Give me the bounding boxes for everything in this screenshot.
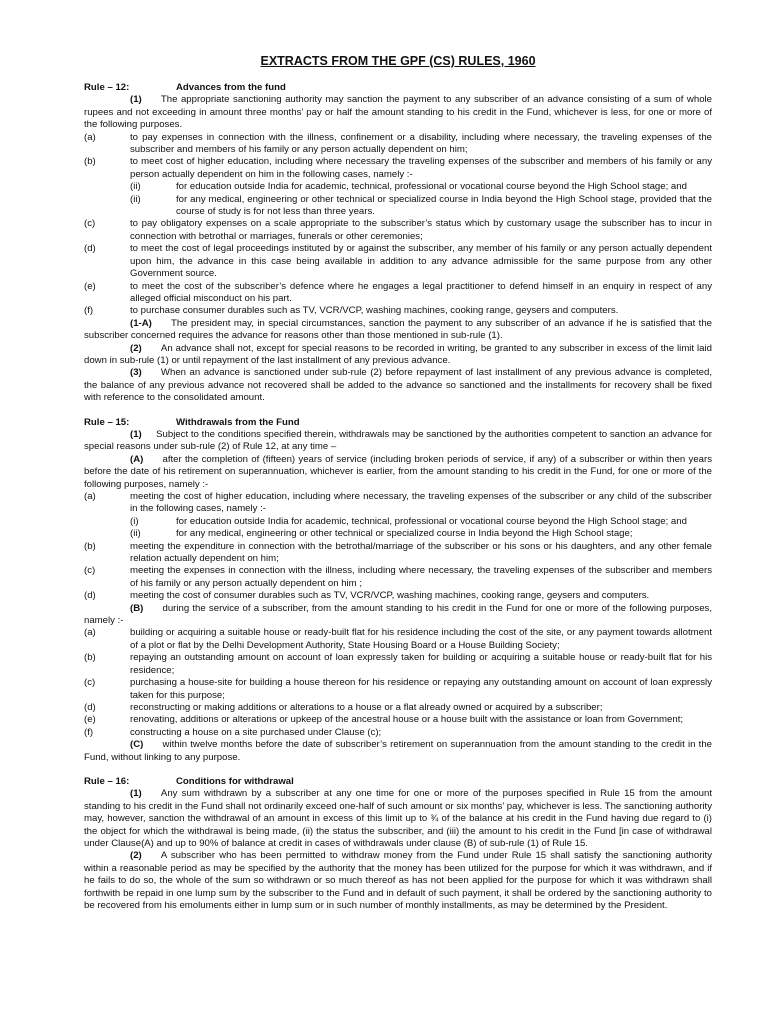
rule-heading: Conditions for withdrawal [176, 775, 294, 787]
clause-label: (f) [84, 726, 94, 738]
rule-15-part-A [84, 454, 712, 491]
sub-clause [84, 516, 712, 528]
clause-a [84, 491, 712, 516]
sub-clause-label: (ii) [130, 181, 141, 193]
clause-text: meeting the cost of consumer durables such as TV, VCR/VCP, washing machines, cooking range, geysers and computers. [130, 590, 650, 602]
clause-label: (d) [84, 590, 96, 602]
sub-rule-text: When an advance is sanctioned under sub-rule (2) before repayment of last installment of any previous advance is completed, the balance of any previous advance not recovered shall be added to the advance so sanctioned and the installments for recovery shall be fixed with reference to the consolidated amount. [84, 367, 712, 404]
rule-12-heading-row [84, 82, 712, 94]
sub-rule-label: (2) [130, 850, 142, 862]
rule-heading: Withdrawals from the Fund [176, 416, 300, 428]
sub-clause-label: (ii) [130, 528, 141, 540]
clause-label: (c) [84, 565, 96, 577]
clause-e [84, 714, 712, 726]
rule-15-part-B [84, 603, 712, 628]
sub-rule-text: Any sum withdrawn by a subscriber at any one time for one or more of the purposes specified in Rule 15 from the amount standing to his credit in the Fund shall not ordinarily exceed one-half of such amount or six months’ pay, whichever is less. The sanctioning authority may, however, sanction the withdrawal of an amount in excess of this limit up to ¾ of the balance at his credit in the Fund having due regard to (i) the object for which the withdrawal is being made, (ii) the status the subscriber, and (iii) the amount to his credit in the Fund [in case of withdrawal under Clause(A) and up to 90% of balance at credit in cases of withdrawals under clause (B) of sub-rule (1) of Rule 15. [84, 788, 712, 849]
clause-e [84, 281, 712, 306]
rule-number: Rule – 12: [84, 82, 130, 93]
document-title: EXTRACTS FROM THE GPF (CS) RULES, 1960 [260, 54, 536, 68]
clause-d [84, 243, 712, 280]
sub-rule-label: (2) [130, 342, 142, 354]
clause-a [84, 627, 712, 652]
clause-text: to pay expenses in connection with the illness, confinement or a disability, including where necessary, the traveling expenses of the subscriber and members of his family or any person actually dependent on him; [130, 131, 712, 156]
sub-clause [84, 194, 712, 219]
sub-clause-text: for any medical, engineering or other technical or specialized course in India beyond the High School stage; [176, 528, 633, 540]
rule-15-sub-rule-1 [84, 429, 712, 454]
clause-label: (b) [84, 652, 96, 664]
clause-label: (a) [84, 491, 96, 502]
rule-15-section [84, 417, 712, 764]
clause-label: (e) [84, 280, 96, 292]
part-text: after the completion of (fifteen) years of service (including broken periods of service, if any) of a subscriber or within then years before the date of his retirement on superannuation, whichever is earlier, from the amount standing to his credit in the Fund, for one or more of the following purposes, namely :- [84, 453, 712, 490]
clause-text: to meet the cost of the subscriber’s defence where he engages a legal practitioner to defend himself in an enquiry in respect of any alleged official misconduct on his part. [130, 280, 712, 304]
part-label: (A) [130, 453, 144, 465]
clause-d [84, 702, 712, 714]
rule-16-sub-rule-1 [84, 788, 712, 850]
rule-12-sub-rule-1 [84, 94, 712, 131]
sub-rule-label: (1) [130, 428, 142, 440]
clause-f [84, 305, 712, 317]
clause-label: (c) [84, 218, 96, 230]
sub-rule-text: An advance shall not, except for special reasons to be recorded in writing, be granted to any subscriber in excess of the limit laid down in sub-rule (1) or until repayment of the last installment of any previous advance. [84, 342, 712, 366]
sub-clause-label: (ii) [130, 193, 141, 205]
sub-clause [84, 528, 712, 540]
clause-label: (d) [84, 701, 96, 713]
clause-text: meeting the expenses in connection with the illness, including where necessary, the traveling expenses of the subscriber and members of his family or any person actually dependent on him ; [130, 565, 712, 589]
sub-rule-text: The appropriate sanctioning authority may sanction the payment to any subscriber of an advance consisting of a sum of whole rupees and not exceeding in amount three months’ pay or half the amount standing to his credit in the Fund, whichever is less, for one or more of the following purposes. [84, 94, 712, 131]
clause-text: to meet cost of higher education, including where necessary the traveling expenses of the subscriber and members of his family or any person actually dependent on him in the following cases, namely :- [130, 156, 712, 180]
sub-rule-text: A subscriber who has been permitted to withdraw money from the Fund under Rule 15 shall satisfy the sanctioning authority within a reasonable period as may be specified by the authority that the money has been utilized for the purpose for which it was withdrawn, and if he fails to do so, the whole of the sum so withdrawn or so much thereof as has not been applied for the purpose for which it was withdrawn shall forthwith be repaid in one lump sum by the subscriber to the Fund and in default of such payment, it shall be ordered by the sanctioning authority to be recovered from his emoluments either in lump sum or in such number of monthly installments, as may be determined by the President. [84, 850, 712, 911]
clause-label: (d) [84, 243, 96, 255]
rule-number: Rule – 16: [84, 775, 130, 787]
clause-d [84, 590, 712, 602]
clause-a [84, 132, 712, 157]
clause-f [84, 727, 712, 739]
clause-b [84, 156, 712, 181]
rule-heading: Advances from the fund [176, 82, 286, 93]
clause-label: (a) [84, 131, 96, 143]
sub-rule-label: (1-A) [130, 317, 152, 329]
clause-text: to purchase consumer durables such as TV, VCR/VCP, washing machines, cooking range, geysers and computers. [130, 305, 619, 317]
rule-15-part-C [84, 739, 712, 764]
part-text: during the service of a subscriber, from the amount standing to his credit in the Fund for one or more of the following purposes, namely :- [84, 602, 712, 627]
sub-clause [84, 181, 712, 193]
sub-clause-text: for education outside India for academic, technical, professional or vocational course beyond the High School stage; and [176, 515, 687, 527]
rule-15-heading-row [84, 417, 712, 429]
clause-text: meeting the cost of higher education, including where necessary, the traveling expenses of the subscriber or any child of the subscriber in the following cases, namely :- [130, 491, 712, 515]
clause-c [84, 565, 712, 590]
clause-c [84, 677, 712, 702]
clause-label: (f) [84, 305, 94, 317]
clause-text: constructing a house on a site purchased under Clause (c); [130, 726, 382, 738]
clause-text: repaying an outstanding amount on account of loan expressly taken for building or acquiring a suitable house or ready-built flat for his residence; [130, 652, 712, 676]
sub-rule-text: Subject to the conditions specified therein, withdrawals may be sanctioned by the authorities competent to sanction an advance for special reasons under sub-rule (2) of Rule 12, at any time – [84, 428, 712, 453]
clause-text: purchasing a house-site for building a house thereon for his residence or repaying any outstanding amount on account of loan expressly taken for this purpose; [130, 677, 712, 701]
clause-c [84, 218, 712, 243]
sub-rule-label: (3) [130, 367, 142, 379]
clause-text: to pay obligatory expenses on a scale appropriate to the subscriber’s status which by customary usage the subscriber has to incur in connection with betrothal or marriages, funerals or other ceremonies; [130, 218, 712, 242]
sub-clause-text: for any medical, engineering or other technical or specialized course in India beyond the High School stage, provided that the course of study is for not less than three years. [176, 193, 712, 218]
rule-number: Rule – 15: [84, 416, 130, 428]
sub-rule-label: (1) [130, 788, 142, 800]
clause-b [84, 541, 712, 566]
clause-label: (b) [84, 540, 96, 552]
rule-12-sub-rule-3 [84, 367, 712, 404]
rule-12-sub-rule-1a [84, 318, 712, 343]
clause-label: (a) [84, 627, 96, 639]
rule-12-sub-rule-2 [84, 343, 712, 368]
clause-text: to meet the cost of legal proceedings instituted by or against the subscriber, any member of his family or any person actually dependent upon him, the advance in this case being available in addition to any advance admissible for the same purpose from any other Government source. [130, 243, 712, 280]
rule-16-section [84, 776, 712, 912]
clause-label: (c) [84, 677, 96, 689]
rule-12-section [84, 82, 712, 405]
clause-text: building or acquiring a suitable house or ready-built flat for his residence including the cost of the site, or any payment towards allotment of a plot or flat by the Delhi Development Authority, State Housing Board or a House Building Society; [130, 627, 712, 651]
sub-clause-text: for education outside India for academic, technical, professional or vocational course beyond the High School stage; and [176, 181, 687, 193]
sub-clause-label: (i) [130, 515, 139, 527]
sub-rule-label: (1) [130, 94, 142, 106]
clause-label: (b) [84, 156, 96, 168]
section-spacer [84, 405, 712, 417]
part-label: (C) [130, 739, 144, 751]
clause-text: meeting the expenditure in connection with the betrothal/marriage of the subscriber or his sons or his daughters, and any other female relation actually dependent on him; [130, 540, 712, 565]
clause-text: renovating, additions or alterations or upkeep of the ancestral house or a house built with the assistance or loan from Government; [130, 714, 684, 726]
rule-16-heading-row [84, 776, 712, 788]
clause-b [84, 652, 712, 677]
section-spacer [84, 764, 712, 776]
part-label: (B) [130, 602, 144, 614]
rule-16-sub-rule-2 [84, 850, 712, 912]
part-text: within twelve months before the date of subscriber’s retirement on superannuation from the amount standing to the credit in the Fund, without linking to any purpose. [84, 739, 712, 763]
clause-text: reconstructing or making additions or alterations to a house or a flat already owned or acquired by a subscriber; [130, 701, 603, 713]
clause-label: (e) [84, 714, 96, 726]
sub-rule-text: The president may, in special circumstances, sanction the payment to any subscriber of an advance if he is satisfied that the subscriber concerned requires the advance for reasons other than those mentioned in sub-rule (1). [84, 317, 712, 342]
